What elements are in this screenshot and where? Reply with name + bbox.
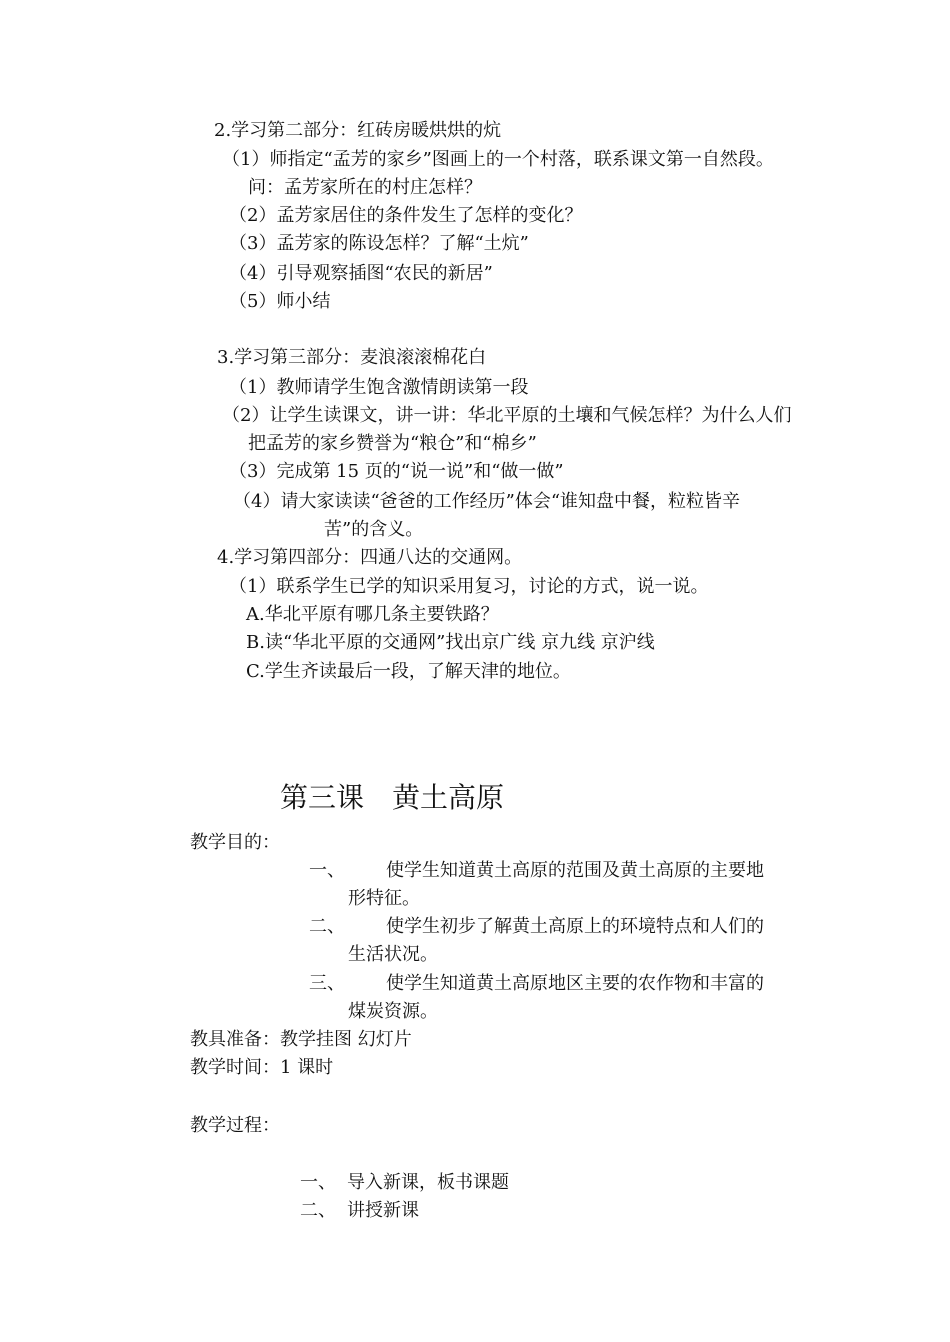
objective-1-line2: 形特征。 (348, 888, 420, 909)
part3-item-4: （4）请大家读读“爸爸的工作经历”体会“谁知盘中餐，粒粒皆辛 (233, 491, 741, 512)
part4-item-b: B.读“华北平原的交通网”找出京广线 京九线 京沪线 (246, 632, 655, 653)
part3-item-2: （2）让学生读课文，讲一讲：华北平原的土壤和气候怎样？为什么人们 (222, 405, 792, 426)
part2-item-4: （4）引导观察插图“农民的新居” (229, 263, 493, 284)
objective-2-line2: 生活状况。 (348, 944, 438, 965)
part2-item-2: （2）孟芳家居住的条件发生了怎样的变化？ (229, 205, 583, 226)
teaching-time: 教学时间：1 课时 (190, 1057, 334, 1078)
lesson-title: 第三课 黄土高原 (280, 781, 505, 814)
part3-item-4-cont: 苦”的含义。 (324, 519, 424, 540)
objective-1-number: 一、 (309, 860, 345, 881)
process-label: 教学过程： (190, 1115, 280, 1136)
part3-item-1: （1）教师请学生饱含激情朗读第一段 (229, 377, 529, 398)
objective-2-number: 二、 (309, 916, 345, 937)
part4-item-a: A.华北平原有哪几条主要铁路？ (246, 604, 499, 625)
objective-3-line1: 使学生知道黄土高原地区主要的农作物和丰富的 (386, 973, 764, 994)
part3-item-2-cont: 把孟芳的家乡赞誉为“粮仓”和“棉乡” (248, 433, 537, 454)
objective-2-line1: 使学生初步了解黄土高原上的环境特点和人们的 (386, 916, 764, 937)
part3-heading: 3.学习第三部分：麦浪滚滚棉花白 (217, 347, 487, 368)
part3-item-3: （3）完成第 15 页的“说一说”和“做一做” (229, 461, 564, 482)
part2-item-1: （1）师指定“孟芳的家乡”图画上的一个村落，联系课文第一自然段。 (222, 149, 774, 170)
part2-item-5: （5）师小结 (229, 291, 331, 312)
objective-3-line2: 煤炭资源。 (348, 1001, 438, 1022)
process-1-number: 一、 (300, 1172, 336, 1193)
part2-item-3: （3）孟芳家的陈设怎样？了解“土炕” (229, 233, 529, 254)
objective-1-line1: 使学生知道黄土高原的范围及黄土高原的主要地 (386, 860, 764, 881)
part4-item-1: （1）联系学生已学的知识采用复习，讨论的方式，说一说。 (229, 576, 709, 597)
process-2-number: 二、 (300, 1200, 336, 1221)
teaching-tools: 教具准备：教学挂图 幻灯片 (190, 1029, 412, 1050)
objective-3-number: 三、 (309, 973, 345, 994)
part4-item-c: C.学生齐读最后一段，了解天津的地位。 (246, 661, 571, 682)
process-1-text: 导入新课，板书课题 (347, 1172, 509, 1193)
part4-heading: 4.学习第四部分：四通八达的交通网。 (217, 547, 523, 568)
objectives-label: 教学目的： (190, 832, 280, 853)
part2-heading: 2.学习第二部分：红砖房暖烘烘的炕 (214, 120, 502, 141)
part2-item-1-cont: 问：孟芳家所在的村庄怎样？ (248, 177, 482, 198)
process-2-text: 讲授新课 (347, 1200, 419, 1221)
